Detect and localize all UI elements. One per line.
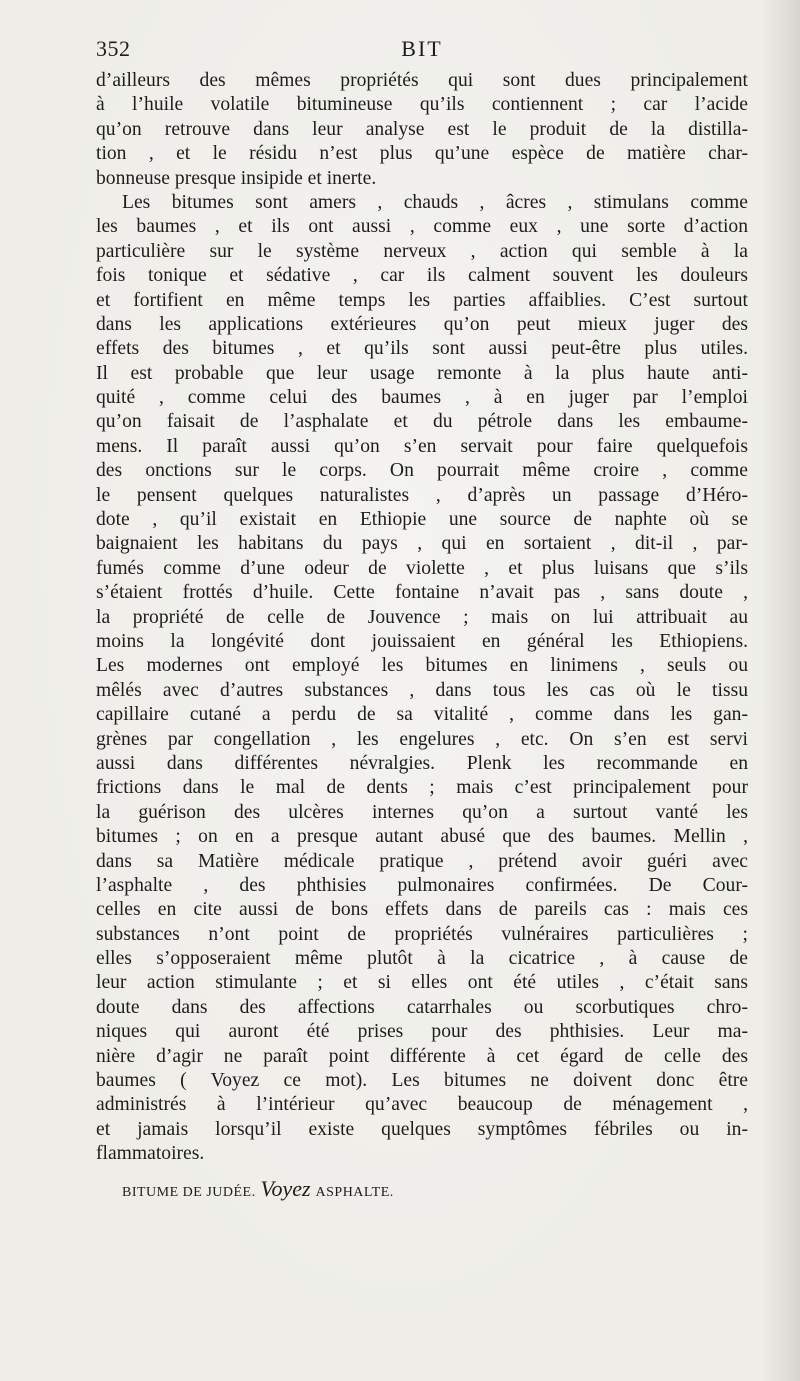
text-line: s’étaient frottés d’huile. Cette fontaine n’avait pas , sans doute , bbox=[96, 582, 748, 604]
text-line: tion , et le résidu n’est plus qu’une espèce de matière char- bbox=[96, 143, 748, 165]
text-line: la guérison des ulcères internes qu’on a surtout vanté les bbox=[96, 801, 748, 823]
text-line: mêlés avec d’autres substances , dans tous les cas où le tissu bbox=[96, 679, 748, 701]
text-line: l’asphalte , des phthisies pulmonaires confirmées. De Cour- bbox=[96, 874, 748, 896]
see-reference: Voyez bbox=[260, 1176, 311, 1201]
text-line: moins la longévité dont jouissaient en général les Ethiopiens. bbox=[96, 630, 748, 652]
page-edge-shadow bbox=[760, 0, 800, 1381]
text-line: des onctions sur le corps. On pourrait même croire , comme bbox=[96, 460, 748, 482]
text-line: la propriété de celle de Jouvence ; mais on lui attribuait au bbox=[96, 606, 748, 628]
text-line: les baumes , et ils ont aussi , comme eux , une sorte d’action bbox=[96, 216, 748, 238]
text-line: fois tonique et sédative , car ils calment souvent les douleurs bbox=[96, 265, 748, 287]
text-line: le pensent quelques naturalistes , d’après un passage d’Héro- bbox=[96, 484, 748, 506]
text-line: dans sa Matière médicale pratique , prétend avoir guéri avec bbox=[96, 850, 748, 872]
text-line: frictions dans le mal de dents ; mais c’est principalement pour bbox=[96, 777, 748, 799]
text-line: bitumes ; on en a presque autant abusé que des baumes. Mellin , bbox=[96, 826, 748, 848]
text-line: doute dans des affections catarrhales ou scorbutiques chro- bbox=[96, 996, 748, 1018]
text-line: flammatoires. bbox=[96, 1143, 205, 1165]
text-line: et fortifient en même temps les parties affaiblies. C’est surtout bbox=[96, 289, 748, 311]
text-line: nière d’agir ne paraît point différente à cet égard de celle des bbox=[96, 1045, 748, 1067]
text-line: à l’huile volatile bitumineuse qu’ils contiennent ; car l’acide bbox=[96, 94, 748, 116]
text-line: grènes par congellation , les engelures , etc. On s’en est servi bbox=[96, 728, 748, 750]
text-line: administrés à l’intérieur qu’avec beaucoup de ménagement , bbox=[96, 1094, 748, 1116]
text-line: dans les applications extérieures qu’on peut mieux juger des bbox=[96, 313, 748, 335]
text-line: qu’on faisait de l’asphalate et du pétrole dans les embaume- bbox=[96, 411, 748, 433]
page-header bbox=[96, 36, 748, 64]
text-line: mens. Il paraît aussi qu’on s’en servait pour faire quelquefois bbox=[96, 435, 748, 457]
text-line: fumés comme d’une odeur de violette , et plus luisans que s’ils bbox=[96, 557, 748, 579]
text-line: particulière sur le système nerveux , action qui semble à la bbox=[96, 240, 748, 262]
text-line: effets des bitumes , et qu’ils sont aussi peut-être plus utiles. bbox=[96, 338, 748, 360]
text-line: substances n’ont point de propriétés vulnéraires particulières ; bbox=[96, 923, 748, 945]
text-line: elles s’opposeraient même plutôt à la cicatrice , à cause de bbox=[96, 948, 748, 970]
text-line: aussi dans différentes névralgies. Plenk les recommande en bbox=[96, 752, 748, 774]
reference-target: ASPHALTE. bbox=[315, 1185, 394, 1200]
text-line: capillaire cutané a perdu de sa vitalité , comme dans les gan- bbox=[96, 704, 748, 726]
text-line: celles en cite aussi de bons effets dans de pareils cas : mais ces bbox=[96, 899, 748, 921]
text-line: qu’on retrouve dans leur analyse est le produit de la distilla- bbox=[96, 118, 748, 140]
text-line: et jamais lorsqu’il existe quelques symptômes fébriles ou in- bbox=[96, 1118, 748, 1140]
entry-headword: BITUME DE JUDÉE. bbox=[122, 1185, 256, 1200]
body-text bbox=[96, 69, 748, 1167]
text-line: Les bitumes sont amers , chauds , âcres , stimulans comme bbox=[122, 191, 748, 213]
text-line: niques qui auront été prises pour des phthisies. Leur ma- bbox=[96, 1021, 748, 1043]
text-line: baumes ( Voyez ce mot). Les bitumes ne doivent donc être bbox=[96, 1070, 748, 1092]
text-line: bonneuse presque insipide et inerte. bbox=[96, 167, 377, 189]
text-line: leur action stimulante ; et si elles ont été utiles , c’était sans bbox=[96, 972, 748, 994]
text-line: d’ailleurs des mêmes propriétés qui sont dues principalement bbox=[96, 70, 748, 91]
text-line: Les modernes ont employé les bitumes en linimens , seuls ou bbox=[96, 655, 748, 677]
text-line: Il est probable que leur usage remonte à la plus haute anti- bbox=[96, 362, 748, 384]
text-line: dote , qu’il existait en Ethiopie une source de naphte où se bbox=[96, 509, 748, 531]
running-head: BIT bbox=[401, 36, 443, 61]
text-line: baignaient les habitans du pays , qui en sortaient , dit-il , par- bbox=[96, 533, 748, 555]
page-number: 352 bbox=[96, 36, 131, 61]
cross-reference-entry bbox=[122, 1176, 394, 1202]
text-line: quité , comme celui des baumes , à en juger par l’emploi bbox=[96, 387, 748, 409]
